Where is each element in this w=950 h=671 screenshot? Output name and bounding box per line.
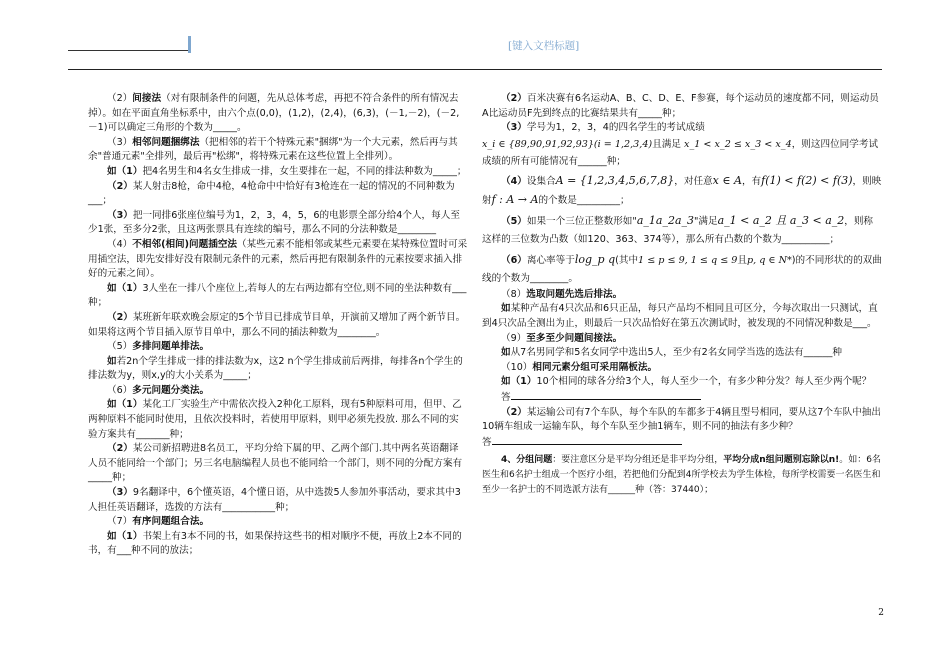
paragraph: 如若2n个学生排成一排的排法数为x，这2 n个学生排成前后两排，每排各n个学生的排法数为y，则x,y的大小关系为_____； (88, 355, 463, 382)
formula: x_1 < x_2 ≤ x_3 < x_4 (684, 138, 792, 150)
paragraph: （5）多排问题单排法。 (107, 341, 210, 353)
paragraph: （3）9名翻译中，6个懂英语，4个懂日语，从中选拨5人参加外事活动，要求其中3人担任英语翻译，选拨的方法有___________种； (88, 487, 461, 513)
paragraph: （2）某人射击8枪，命中4枪，4枪命中中恰好有3枪连在一起的情况的不同种数为___； (88, 180, 455, 207)
paragraph: （10）相同元素分组可采用隔板法。 (501, 361, 658, 373)
paragraph: （6）离心率等于log_p q(其中1 ≤ p ≤ 9, 1 ≤ q ≤ 9且p, q ∈ N*)的不同形状的的双曲线的个数为________。 (482, 252, 882, 284)
formula: x ∈ A (712, 173, 742, 187)
paragraph: （3）相邻问题捆绑法（把相邻的若干个特殊元素"捆绑"为一个大元素，然后再与其余"普通元素"全排列，最后再"松绑"，将特殊元素在这些位置上全排列）。 (88, 136, 458, 163)
formula: A = {1,2,3,4,5,6,7,8} (555, 173, 675, 187)
left-column (88, 92, 468, 559)
page-number: 2 (878, 608, 884, 618)
paragraph: 4、分组问题：要注意区分是平均分组还是非平均分组，平均分成n组问题别忘除以n!。如：6名医生和6名护士组成一个医疗小组，若把他们分配到4所学校去为学生体检，每所学校需要一名医生和至少一名护士的不同选派方法有______种（答：37440）； (482, 455, 881, 496)
paragraph: （3）把一同排6张座位编号为1，2，3，4，5，6的电影票全部分给4个人，每人至少1张，至多分2张，且这两张票具有连续的编号，那么不同的分法种数是________ (88, 209, 460, 236)
header-title[interactable]: [键入文档标题] (508, 40, 580, 52)
paragraph: 如（1）把4名男生和4名女生排成一排，女生要排在一起，不同的排法种数为_____； (107, 165, 467, 177)
formula: a_1 < a_2 且 a_3 < a_2 (717, 213, 845, 227)
right-column (482, 92, 882, 498)
paragraph: （8）选取问题先选后排法。 (501, 288, 623, 300)
paragraph: （2）某运输公司有7个车队，每个车队的车都多于4辆且型号相同，要从这7个车队中抽出10辆车组成一运输车队，每个车队至少抽1辆车，则不同的抽法有多少种？ (482, 406, 881, 433)
paragraph: 如某种产品有4只次品和6只正品，每只产品均不相同且可区分，今每次取出一只测试，直到4只次品全测出为止，则最后一只次品恰好在第五次测试时，被发现的不同情况种数是___。 (482, 303, 878, 329)
paragraph: （9）至多至少问题间接法。 (501, 332, 623, 344)
paragraph: 如（1）10个相同的球各分给3个人，每人至少一个，有多少种分发？每人至少两个呢？ (501, 376, 872, 388)
paragraph: （6）多元问题分类法。 (107, 384, 210, 396)
paragraph: （7）有序问题组合法。 (107, 516, 210, 528)
formula: a_1a_2a_3 (636, 213, 694, 227)
paragraph: （4）设集合A = {1,2,3,4,5,6,7,8}，对任意x ∈ A，有f(1) < f(2) < f(3)，则映射f : A → A的个数是_________； (482, 173, 882, 206)
paragraph: （4）不相邻(相间)问题插空法（某些元素不能相邻或某些元素要在某特殊位置时可采用插空法，即先安排好没有限制元条件的元素，然后再把有限制条件的元素按要求插入排好的元素之间）。 (88, 238, 468, 280)
answer-blank[interactable] (492, 435, 682, 445)
answer-blank[interactable] (511, 390, 701, 400)
header-rule (68, 69, 882, 70)
formula: f : A → A (491, 192, 539, 206)
formula: f(1) < f(2) < f(3) (761, 173, 853, 187)
paragraph: （3）学号为1，2，3，4的四名学生的考试成绩 (501, 122, 705, 134)
answer-line: 答 (482, 435, 882, 451)
formula: x_i ∈ {89,90,91,92,93}(i = 1,2,3,4) (482, 138, 653, 150)
paragraph: （2）某班新年联欢晚会原定的5个节目已排成节目单，开演前又增加了两个新节目。如果将这两个节目插入原节目单中，那么不同的插法种数为________。 (88, 311, 466, 338)
paragraph: （2）百米决赛有6名运动A、B、C、D、E、F参赛，每个运动员的速度都不同，则运动员A比运动员F先到终点的比赛结果共有_____种； (482, 93, 879, 119)
formula: p, q ∈ N* (747, 254, 792, 266)
paragraph: （5）如果一个三位正整数形如"a_1a_2a_3"满足a_1 < a_2 且 a_3 < a_2，则称这样的三位数为凸数（如120、363、374等），那么所有凸数的个数为__________； (482, 213, 874, 245)
formula: log_p q (574, 252, 616, 266)
paragraph: （2）间接法（对有限制条件的问题，先从总体考虑，再把不符合条件的所有情况去掉）。如在平面直角坐标系中，由六个点(0,0)，(1,2)，(2,4)，(6,3)，(－1,－2)，(－2,－1)可以确定三角形的个数为_____。 (88, 93, 460, 134)
paragraph: 如从7名男同学和5名女同学中选出5人，至少有2名女同学当选的选法有______种 (501, 347, 843, 359)
paragraph: 如（1）书架上有3本不同的书，如果保持这些书的相对顺序不便，再放上2本不同的书，有___种不同的放法； (88, 530, 462, 557)
header-left-line (68, 50, 188, 51)
paragraph: （2）某公司新招聘进8名员工，平均分给下属的甲、乙两个部门.其中两名英语翻译人员不能同给一个部门；另三名电脑编程人员也不能同给一个部门，则不同的分配方案有_____种； (88, 443, 463, 484)
paragraph: x_i ∈ {89,90,91,92,93}(i = 1,2,3,4)且满足 x_1 < x_2 ≤ x_3 < x_4，则这四位同学考试成绩的所有可能情况有______种； (482, 138, 879, 167)
formula: 1 ≤ p ≤ 9, 1 ≤ q ≤ 9 (638, 254, 738, 266)
answer-line: 答 (482, 390, 882, 406)
paragraph: 如（1）3人坐在一排八个座位上,若每人的左右两边都有空位,则不同的坐法种数有___种； (88, 282, 467, 309)
paragraph: 如（1）某化工厂实验生产中需依次投入2种化工原料，现有5种原料可用，但甲、乙两种原料不能同时使用，且依次投料时，若使用甲原料，则甲必须先投放. 那么不同的实验方案共有_______种； (88, 399, 462, 440)
header-accent-bar (188, 36, 191, 53)
